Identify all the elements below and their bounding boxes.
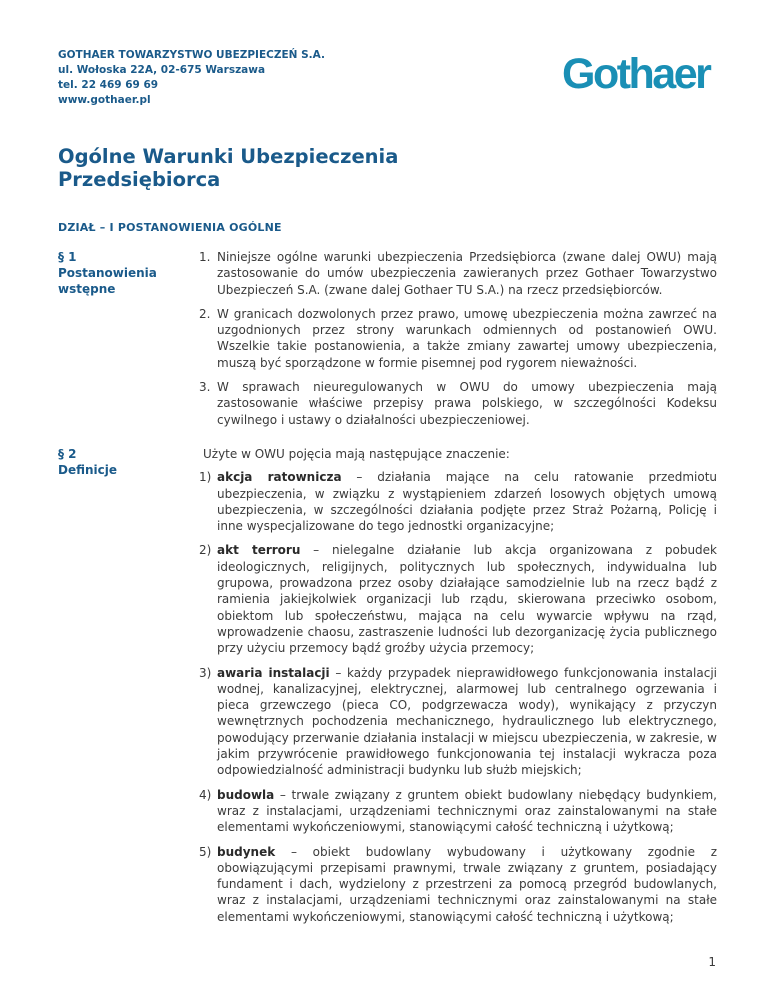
company-address: ul. Wołoska 22A, 02-675 Warszawa: [58, 64, 266, 76]
item-text: W granicach dozwolonych przez prawo, umowę ubezpieczenia można zawrzeć na uzgodnionych przez strony warunkach odmiennych od postanowień OWU. Wszelkie takie postanowienia, a także zmiany zawartej umowy ubezpieczenia, muszą być sporządzone w formie pisemnej pod rygorem nieważności.: [217, 306, 717, 370]
definitions-intro: Użyte w OWU pojęcia mają następujące znaczenie:: [203, 447, 510, 461]
definition-item: [199, 542, 717, 656]
item-text: W sprawach nieuregulowanych w OWU do umowy ubezpieczenia mają zastosowanie właściwe przepisy prawa polskiego, w szczególności Kodeksu cywilnego i ustawy o działalności ubezpieczeniowej.: [217, 380, 717, 427]
definition-term: akt terroru: [217, 543, 301, 558]
item-number: 2.: [199, 306, 211, 321]
list-item: [199, 379, 717, 428]
paragraph1-title-line2: wstępne: [58, 282, 116, 296]
definition-term: awaria instalacji: [217, 665, 330, 680]
company-phone: tel. 22 469 69 69: [58, 79, 159, 91]
list-item: [199, 306, 717, 371]
company-header: [58, 48, 325, 108]
list-item: [199, 249, 717, 298]
document-title: [58, 145, 398, 191]
item-number: 4): [199, 787, 212, 802]
definition-item: [199, 469, 717, 534]
definition-item: [199, 665, 717, 779]
item-number: 1): [199, 470, 212, 485]
definition-text: – obiekt budowlany wybudowany i użytkowany zgodnie z obowiązującymi przepisami prawnymi, trwale związany z gruntem, posiadający fundament i dach, wydzielony z przestrzeni za pomocą przegród budowlanych, wraz z instalacjami, urządzeniami technicznymi oraz zainstalowanymi na stałe elementami wykończeniowymi, stanowiącymi całość techniczną i użytkową;: [217, 844, 717, 924]
definition-term: akcja ratownicza: [217, 470, 342, 485]
item-text: Niniejsze ogólne warunki ubezpieczenia Przedsiębiorca (zwane dalej OWU) mają zastosowanie do umów ubezpieczenia zawieranych przez Gothaer Towarzystwo Ubezpieczeń S.A. (zwane dalej Gothaer TU S.A.) na rzecz przedsiębiorców.: [217, 250, 717, 297]
company-name: GOTHAER TOWARZYSTWO UBEZPIECZEŃ S.A.: [58, 49, 325, 61]
definition-term: budynek: [217, 844, 276, 859]
document-title-line2: Przedsiębiorca: [58, 168, 221, 191]
paragraph2-title: Definicje: [58, 463, 118, 477]
item-number: 5): [199, 844, 212, 859]
paragraph1-title-line1: Postanowienia: [58, 266, 157, 280]
definition-item: [199, 787, 717, 836]
definition-text: – działania mające na celu ratowanie przedmiotu ubezpieczenia, w związku z wystąpieniem zdarzeń losowych objętych umową ubezpieczenia, w szczególności działania podjęte przez Straż Pożarną, Policję i inne wyspecjalizowane do tego jednostki organizacyjne;: [217, 470, 717, 534]
item-number: 1.: [199, 250, 211, 264]
paragraph1-number: § 1: [58, 250, 77, 264]
paragraph2-label: [58, 446, 178, 478]
paragraph2-body: [199, 446, 717, 933]
definition-item: [199, 844, 717, 925]
paragraph2-number: § 2: [58, 447, 77, 461]
paragraph1-label: [58, 249, 178, 297]
item-number: 3): [199, 665, 212, 680]
section-heading: DZIAŁ – I POSTANOWIENIA OGÓLNE: [58, 221, 282, 234]
paragraph1-body: [199, 249, 717, 436]
gothaer-logo: Gothaer: [562, 50, 710, 98]
definition-term: budowla: [217, 787, 275, 802]
definition-text: – każdy przypadek nieprawidłowego funkcjonowania instalacji wodnej, kanalizacyjnej, elektrycznej, alarmowej lub centralnego ogrzewania i pieca grzewczego (pieca CO, podgrzewacza wody), wynikający z przyczyn wewnętrznych pochodzenia mechanicznego, hydraulicznego lub elektrycznego, powodujący przerwanie działania instalacji w miejscu ubezpieczenia, w zakresie, w jakim przywrócenie prawidłowego funkcjonowania tej instalacji wykracza poza odpowiedzialność administracji budynku lub służb miejskich;: [217, 665, 717, 778]
document-title-line1: Ogólne Warunki Ubezpieczenia: [58, 145, 399, 168]
page-number: 1: [708, 955, 716, 969]
item-number: 2): [199, 543, 212, 558]
definition-text: – nielegalne działanie lub akcja organizowana z pobudek ideologicznych, religijnych, politycznych lub społecznych, indywidualna lub grupowa, prowadzona przez osoby działające samodzielnie lub na rzecz bądź z ramienia jakiejkolwiek organizacji lub rządu, skierowana przeciwko osobom, obiektom lub społeczeństwu, mająca na celu wywarcie wpływu na rząd, wprowadzenie chaosu, zastraszenie ludności lub dezorganizację życia publicznego przy użyciu przemocy bądź groźby użycia przemocy;: [217, 543, 717, 656]
company-website: www.gothaer.pl: [58, 94, 151, 106]
definition-text: – trwale związany z gruntem obiekt budowlany niebędący budynkiem, wraz z instalacjami, urządzeniami technicznymi oraz zainstalowanymi na stałe elementami wykończeniowymi, stanowiącymi całość techniczną i użytkową;: [217, 787, 717, 835]
item-number: 3.: [199, 380, 211, 395]
